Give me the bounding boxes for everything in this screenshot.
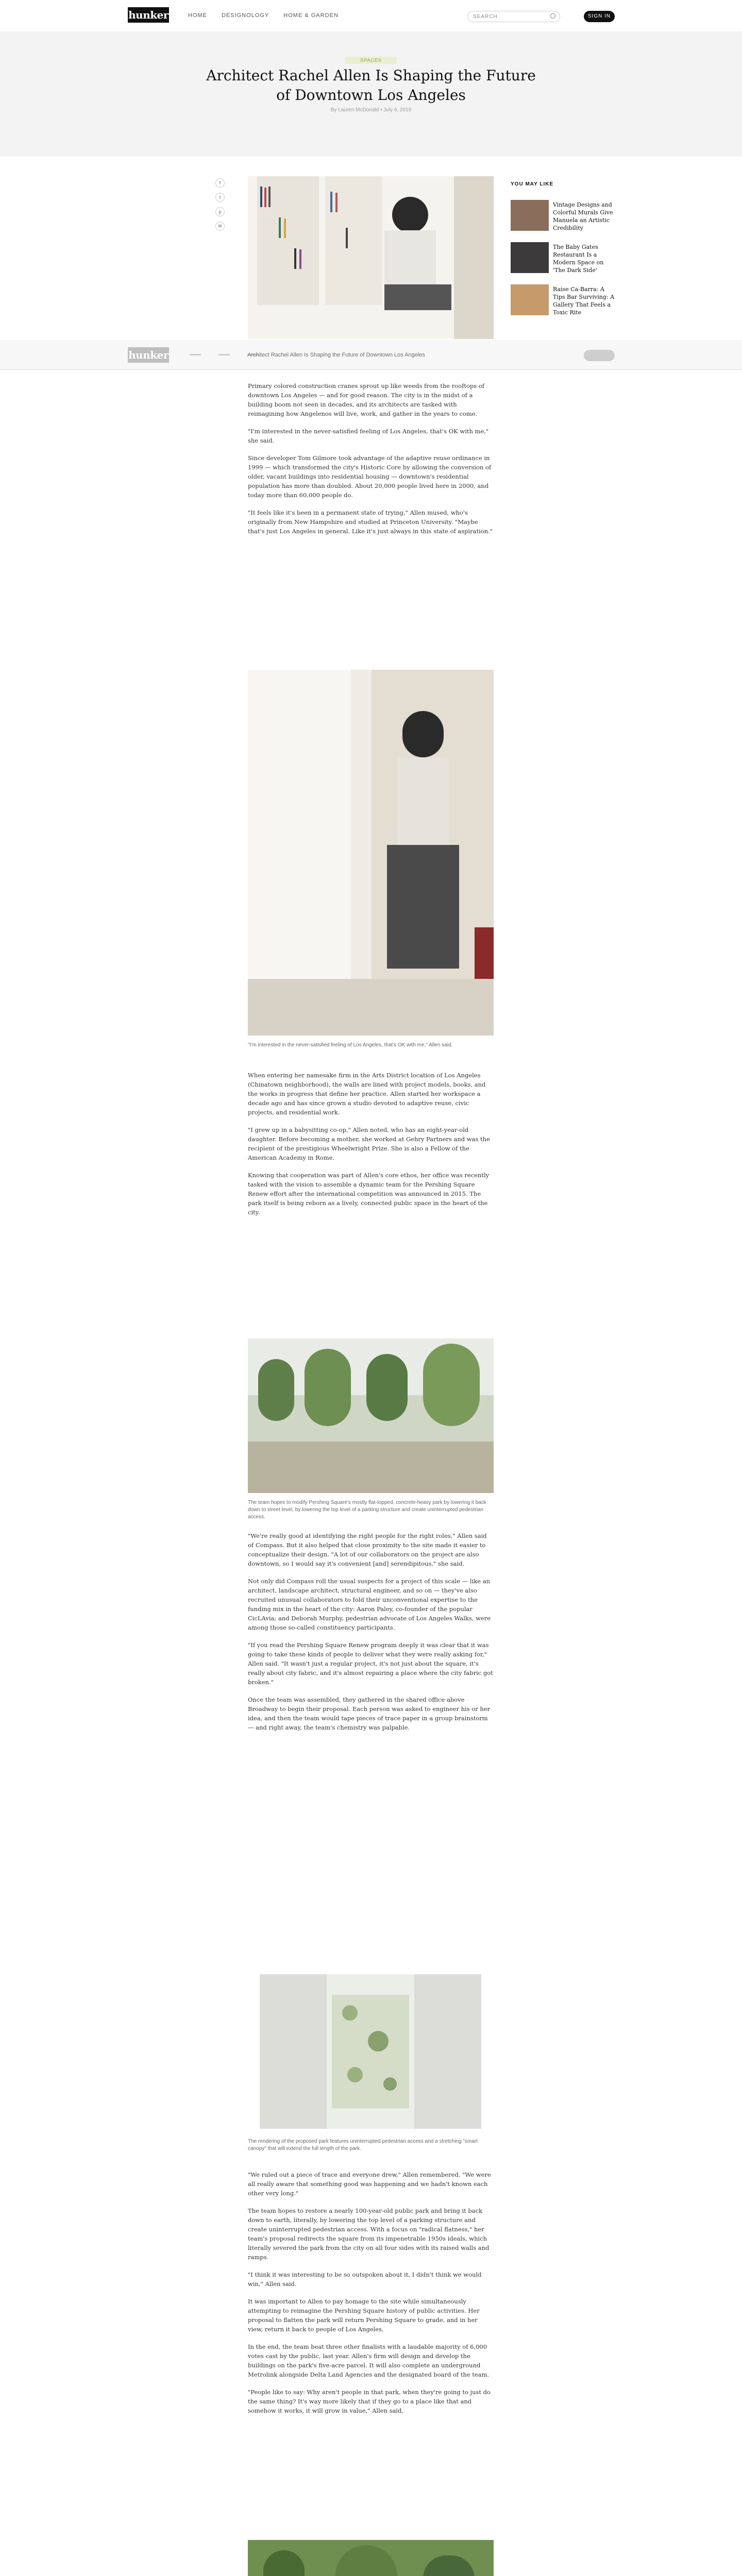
sticky-article-title: Architect Rachel Allen Is Shaping the Future of Downtown Los Angeles — [247, 352, 425, 358]
image-caption: The rendering of the proposed park features uninterrupted pedestrian access and a stretching "smart canopy" that will extend the full length of the park. — [248, 2139, 478, 2151]
sticky-header — [0, 340, 742, 370]
nav-item-home[interactable]: HOME — [188, 12, 207, 19]
sidebar-title: YOU MAY LIKE — [511, 181, 554, 187]
paragraph: The team hopes to restore a nearly 100-year-old public park and bring it back down to earth, literally, by lowering the top level of a parking structure and create uninterrupted pedestrian access. With a focus on "radical flatness," her team's proposal redirects the square from its impenetrable 1950s ideals, which literally severed the park from the city on all four sides with its raised walls and ramps. — [248, 2207, 490, 2261]
article-body-section-4 — [248, 2170, 494, 2415]
paragraph: "We're really good at identifying the right people for the right roles," Allen said of Compass. But it also helped that close proximity to the site made it easier to conceptualize their design. "A lot of our collaborators on the project are also downtown, so I would say it's convenient [and] serendipitous," she said. — [248, 1532, 487, 1567]
pinterest-share-icon[interactable]: p — [215, 207, 225, 216]
article-byline: By Lauren McDonald • July 6, 2019 — [330, 107, 412, 113]
paragraph: Not only did Compass roll the usual suspects for a project of this scale — like an architect, landscape architect, structural engineer, and so on — they've also recruited unusual collaborators to fold their unconventional expertise to the funding mix in the heart of the city: Aaron Paley, co-founder of the popular CicLAvia; and Deborah Murphy, pedestrian advocate of Los Angeles Walks, were among those so-called constituency participants. — [248, 1578, 491, 1631]
category-badge[interactable]: SPACES — [345, 57, 397, 64]
sidebar-thumbnail — [511, 284, 549, 315]
sign-in-button[interactable]: SIGN IN — [584, 11, 615, 22]
paragraph: "I grew up in a babysitting co-op," Allen noted, who has an eight-year-old daughter. Before becoming a mother, she worked at Gehry Partners and was the recipient of the prestigious Wheelwright Prize. She is also a Fellow of the American Academy in Rome. — [248, 1126, 490, 1161]
paragraph: In the end, the team beat three other finalists with a laudable majority of 6,000 votes cast by the public, last year. Allen's firm will design and develop the buildings on the park's five-acre parcel. It will also complete an underground Metrolink alongside Delta Land Agencies and the designated board of the team. — [248, 2343, 490, 2378]
paragraph: "I think it was interesting to be so outspoken about it, I didn't think we would win," Allen said. — [248, 2271, 482, 2287]
paragraph: It was important to Allen to pay homage to the site while simultaneously attempting to reimagine the Pershing Square history of public activities. Her proposal to flatten the park will return Pershing Square to grade, and in her view, return it back to people of Los Angeles. — [248, 2298, 480, 2333]
sidebar-item-title: The Baby Gates Restaurant Is a Modern Space on 'The Dark Side' — [553, 244, 604, 274]
twitter-share-icon[interactable]: t — [215, 193, 225, 202]
facebook-share-icon[interactable]: f — [215, 178, 225, 188]
nav-item-home-garden[interactable]: HOME & GARDEN — [283, 12, 339, 19]
nav-menu — [188, 12, 339, 19]
sidebar-thumbnail — [511, 242, 549, 273]
search-icon — [550, 13, 555, 19]
paragraph: "People like to say: Why aren't people in that park, when they're going to just do the same thing? It's way more likely that if they go to a place like that and somehow it works, it will grow in value," Allen said. — [248, 2388, 491, 2414]
paragraph: "I'm interested in the never-satisfied feeling of Los Angeles, that's OK with me," she said. — [248, 428, 489, 444]
paragraph: "If you read the Pershing Square Renew program deeply it was clear that it was going to take these kinds of people to deliver what they were really asking for," Allen said. "It wasn't just a regular project, it's not just about the square, it's really about city fabric, and it's almost repairing a place where the city fabric got broken." — [248, 1641, 493, 1686]
paragraph: Primary colored construction cranes sprout up like weeds from the rooftops of downtown Los Angeles — and for good reason. The city is in the midst of a building boom not seen in decades, and its architects are tasked with reimagining how Angelenos will live, work, and gather in the years to come. — [248, 382, 485, 417]
article-title: Architect Rachel Allen Is Shaping the Future of Downtown Los Angeles — [206, 67, 536, 104]
sidebar-item[interactable] — [511, 284, 619, 320]
sidebar-thumbnail — [511, 200, 549, 231]
sticky-logo[interactable]: hunker — [128, 347, 169, 363]
aerial-plan-image — [260, 1974, 481, 2129]
image-caption: "I'm interested in the never-satisfied feeling of Los Angeles, that's OK with me," Allen said. — [248, 1042, 453, 1048]
garden-image — [248, 2540, 494, 2576]
portrait-image — [248, 670, 494, 1036]
lead-image — [248, 176, 494, 339]
sticky-sign-in-button[interactable] — [584, 350, 615, 361]
search-input[interactable] — [467, 11, 560, 22]
nav-item-designology[interactable]: DESIGNOLOGY — [222, 12, 269, 19]
paragraph: Once the team was assembled, they gathered in the shared office above Broadway to begin their proposal. Each person was asked to engineer his or her idea, and then the team would tape pieces of trace paper in a group brainstorm — and right away, the team's chemistry was palpable. — [248, 1696, 491, 1731]
sidebar-item[interactable] — [511, 242, 619, 278]
image-caption: The team hopes to modify Pershing Square's mostly flat-topped, concrete-heavy park by lowering it back down to street level, by lowering the top level of a parking structure and create uninterrupted pedestrian access. — [248, 1500, 486, 1520]
search-placeholder: SEARCH — [473, 14, 498, 20]
paragraph: "It feels like it's been in a permanent state of trying," Allen mused, who's originally from New Hampshire and studied at Princeton University. "Maybe that's just Los Angeles in general. Like it's just always in this state of aspiration." — [248, 509, 493, 535]
top-nav — [0, 0, 742, 32]
article-body-section-1 — [248, 381, 494, 536]
sidebar-item[interactable] — [511, 200, 619, 236]
site-logo[interactable]: hunker — [128, 7, 169, 23]
paragraph: "We ruled out a piece of trace and everyone drew," Allen remembered. "We were all really aware that something good was happening and we hadn't known each other very long." — [248, 2171, 491, 2197]
article-body-section-2 — [248, 1071, 494, 1217]
article-body-section-3 — [248, 1531, 494, 1732]
paragraph: Knowing that cooperation was part of Allen's core ethos, her office was recently tasked with the vision to assemble a dynamic team for the Pershing Square Renew effort after the international competition was announced in 2015. The park itself is being reborn as a lively, connected public space in the heart of the city. — [248, 1172, 490, 1216]
sidebar-item-title: Vintage Designs and Colorful Murals Give Manuela an Artistic Credibility — [553, 201, 613, 231]
email-share-icon[interactable]: ✉ — [215, 222, 225, 231]
park-rendering-image — [248, 1338, 494, 1493]
paragraph: Since developer Tom Gilmore took advantage of the adaptive reuse ordinance in 1999 — which transformed the city's Historic Core by allowing the conversion of older, vacant buildings into residential housing — downtown's residential population has more than doubled. About 20,000 people lived here in 2000, and today more than 60,000 people do. — [248, 454, 492, 499]
sidebar-item-title: Raise Ca-Barra: A Tips Bar Surviving: A Gallery That Feels a Toxic Rite — [553, 286, 615, 316]
paragraph: When entering her namesake firm in the Arts District location of Los Angeles (Chinatown neighborhood), the walls are lined with project models, books, and the works in progress that define her practice. Allen started her workspace a decade ago and has since grown a studio devoted to adaptive reuse, civic projects, and residential work. — [248, 1072, 486, 1116]
